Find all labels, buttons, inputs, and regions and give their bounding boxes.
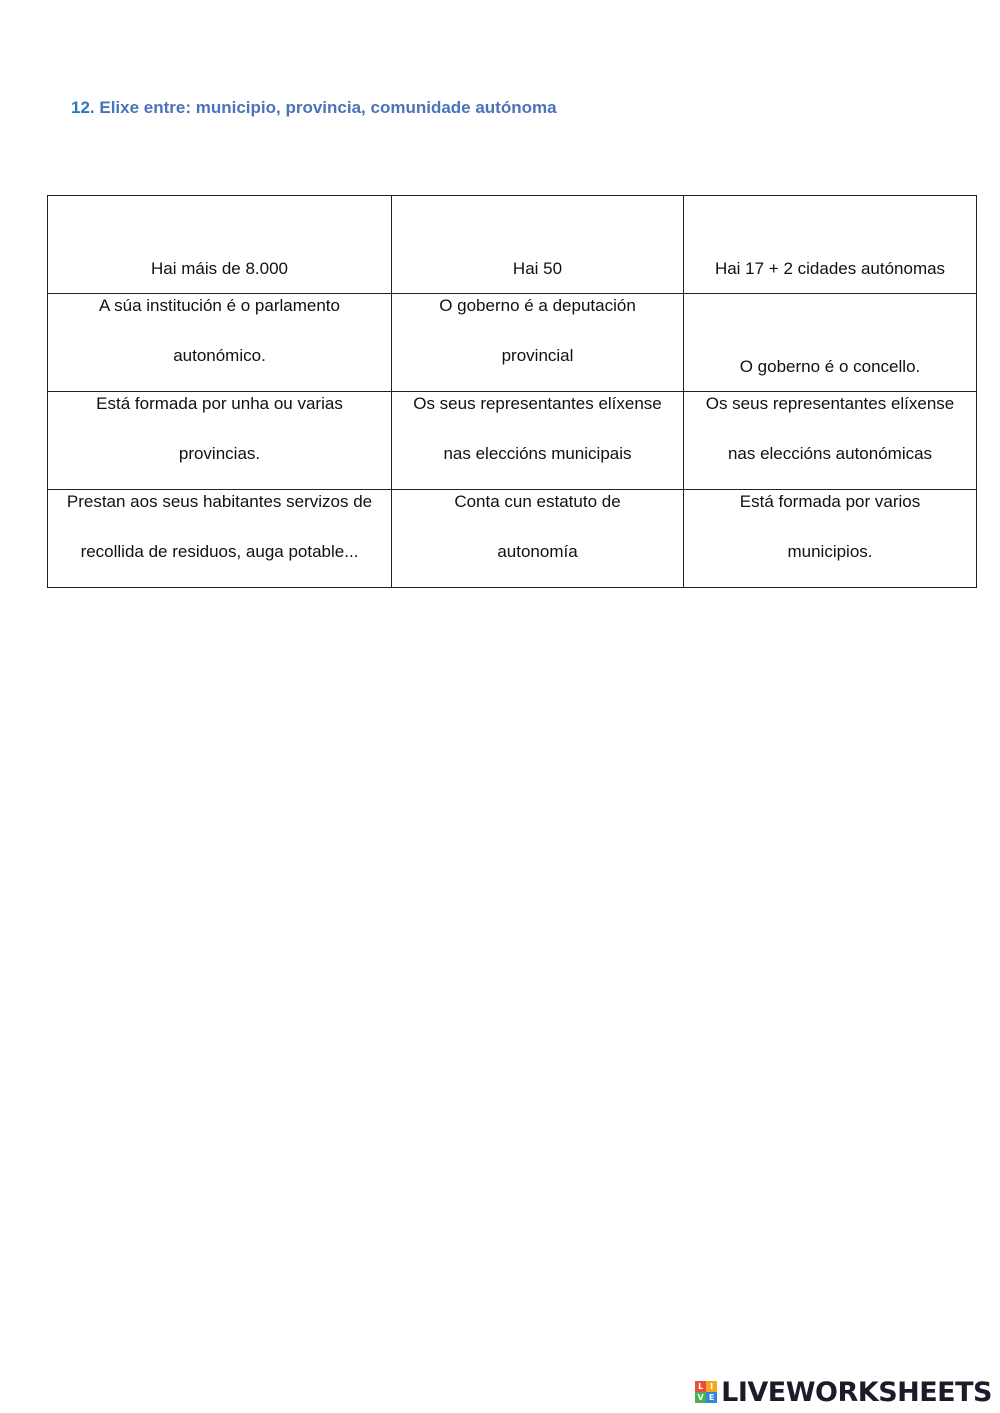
liveworksheets-brand	[695, 1377, 992, 1407]
cell-text: Os seus representantes elíxense	[705, 394, 955, 413]
table-row	[48, 294, 977, 392]
table-cell[interactable]	[392, 490, 684, 588]
table-cell[interactable]	[48, 294, 392, 392]
cell-text: Está formada por unha ou varias	[96, 394, 343, 413]
table-cell[interactable]	[48, 392, 392, 490]
logo-letter: I	[706, 1381, 717, 1392]
exercise-instruction: Elixe entre: municipio, provincia, comunidade autónoma	[99, 98, 557, 117]
logo-letter: E	[706, 1392, 717, 1403]
cell-text: Hai 50	[512, 259, 563, 278]
cell-text: recollida de residuos, auga potable...	[80, 542, 359, 561]
cell-text: autonómico.	[173, 346, 266, 365]
table-cell[interactable]	[48, 490, 392, 588]
table-cell[interactable]	[392, 294, 684, 392]
cell-text: Prestan aos seus habitantes servizos de	[66, 492, 373, 511]
table-cell[interactable]	[48, 196, 392, 294]
logo-letter: V	[695, 1392, 706, 1403]
matching-table	[47, 195, 977, 588]
table-cell[interactable]	[684, 294, 977, 392]
cell-text: A súa institución é o parlamento	[99, 296, 340, 315]
cell-text: autonomía	[497, 542, 578, 561]
cell-text: provincias.	[178, 444, 261, 463]
cell-text: Hai máis de 8.000	[150, 259, 289, 278]
cell-text: Os seus representantes elíxense	[413, 394, 662, 413]
cell-text: nas eleccións autonómicas	[727, 444, 933, 463]
cell-text: O goberno é a deputación	[439, 296, 636, 315]
liveworksheets-logo-icon	[695, 1381, 717, 1403]
cell-text: nas eleccións municipais	[443, 444, 632, 463]
cell-text: municipios.	[787, 542, 873, 561]
cell-text: provincial	[501, 346, 574, 365]
cell-text: Está formada por varios	[739, 492, 921, 511]
table-cell[interactable]	[392, 392, 684, 490]
cell-text: O goberno é o concello.	[739, 357, 921, 376]
exercise-number: 12.	[71, 98, 95, 117]
cell-text: Conta cun estatuto de	[454, 492, 621, 511]
table-cell[interactable]	[684, 490, 977, 588]
table-cell[interactable]	[684, 392, 977, 490]
brand-name: LIVEWORKSHEETS	[721, 1376, 992, 1408]
table-row	[48, 196, 977, 294]
logo-letter: L	[695, 1381, 706, 1392]
table-row	[48, 490, 977, 588]
table-cell[interactable]	[392, 196, 684, 294]
exercise-title	[71, 98, 557, 118]
cell-text: Hai 17 + 2 cidades autónomas	[714, 259, 946, 278]
table-cell[interactable]	[684, 196, 977, 294]
table-row	[48, 392, 977, 490]
